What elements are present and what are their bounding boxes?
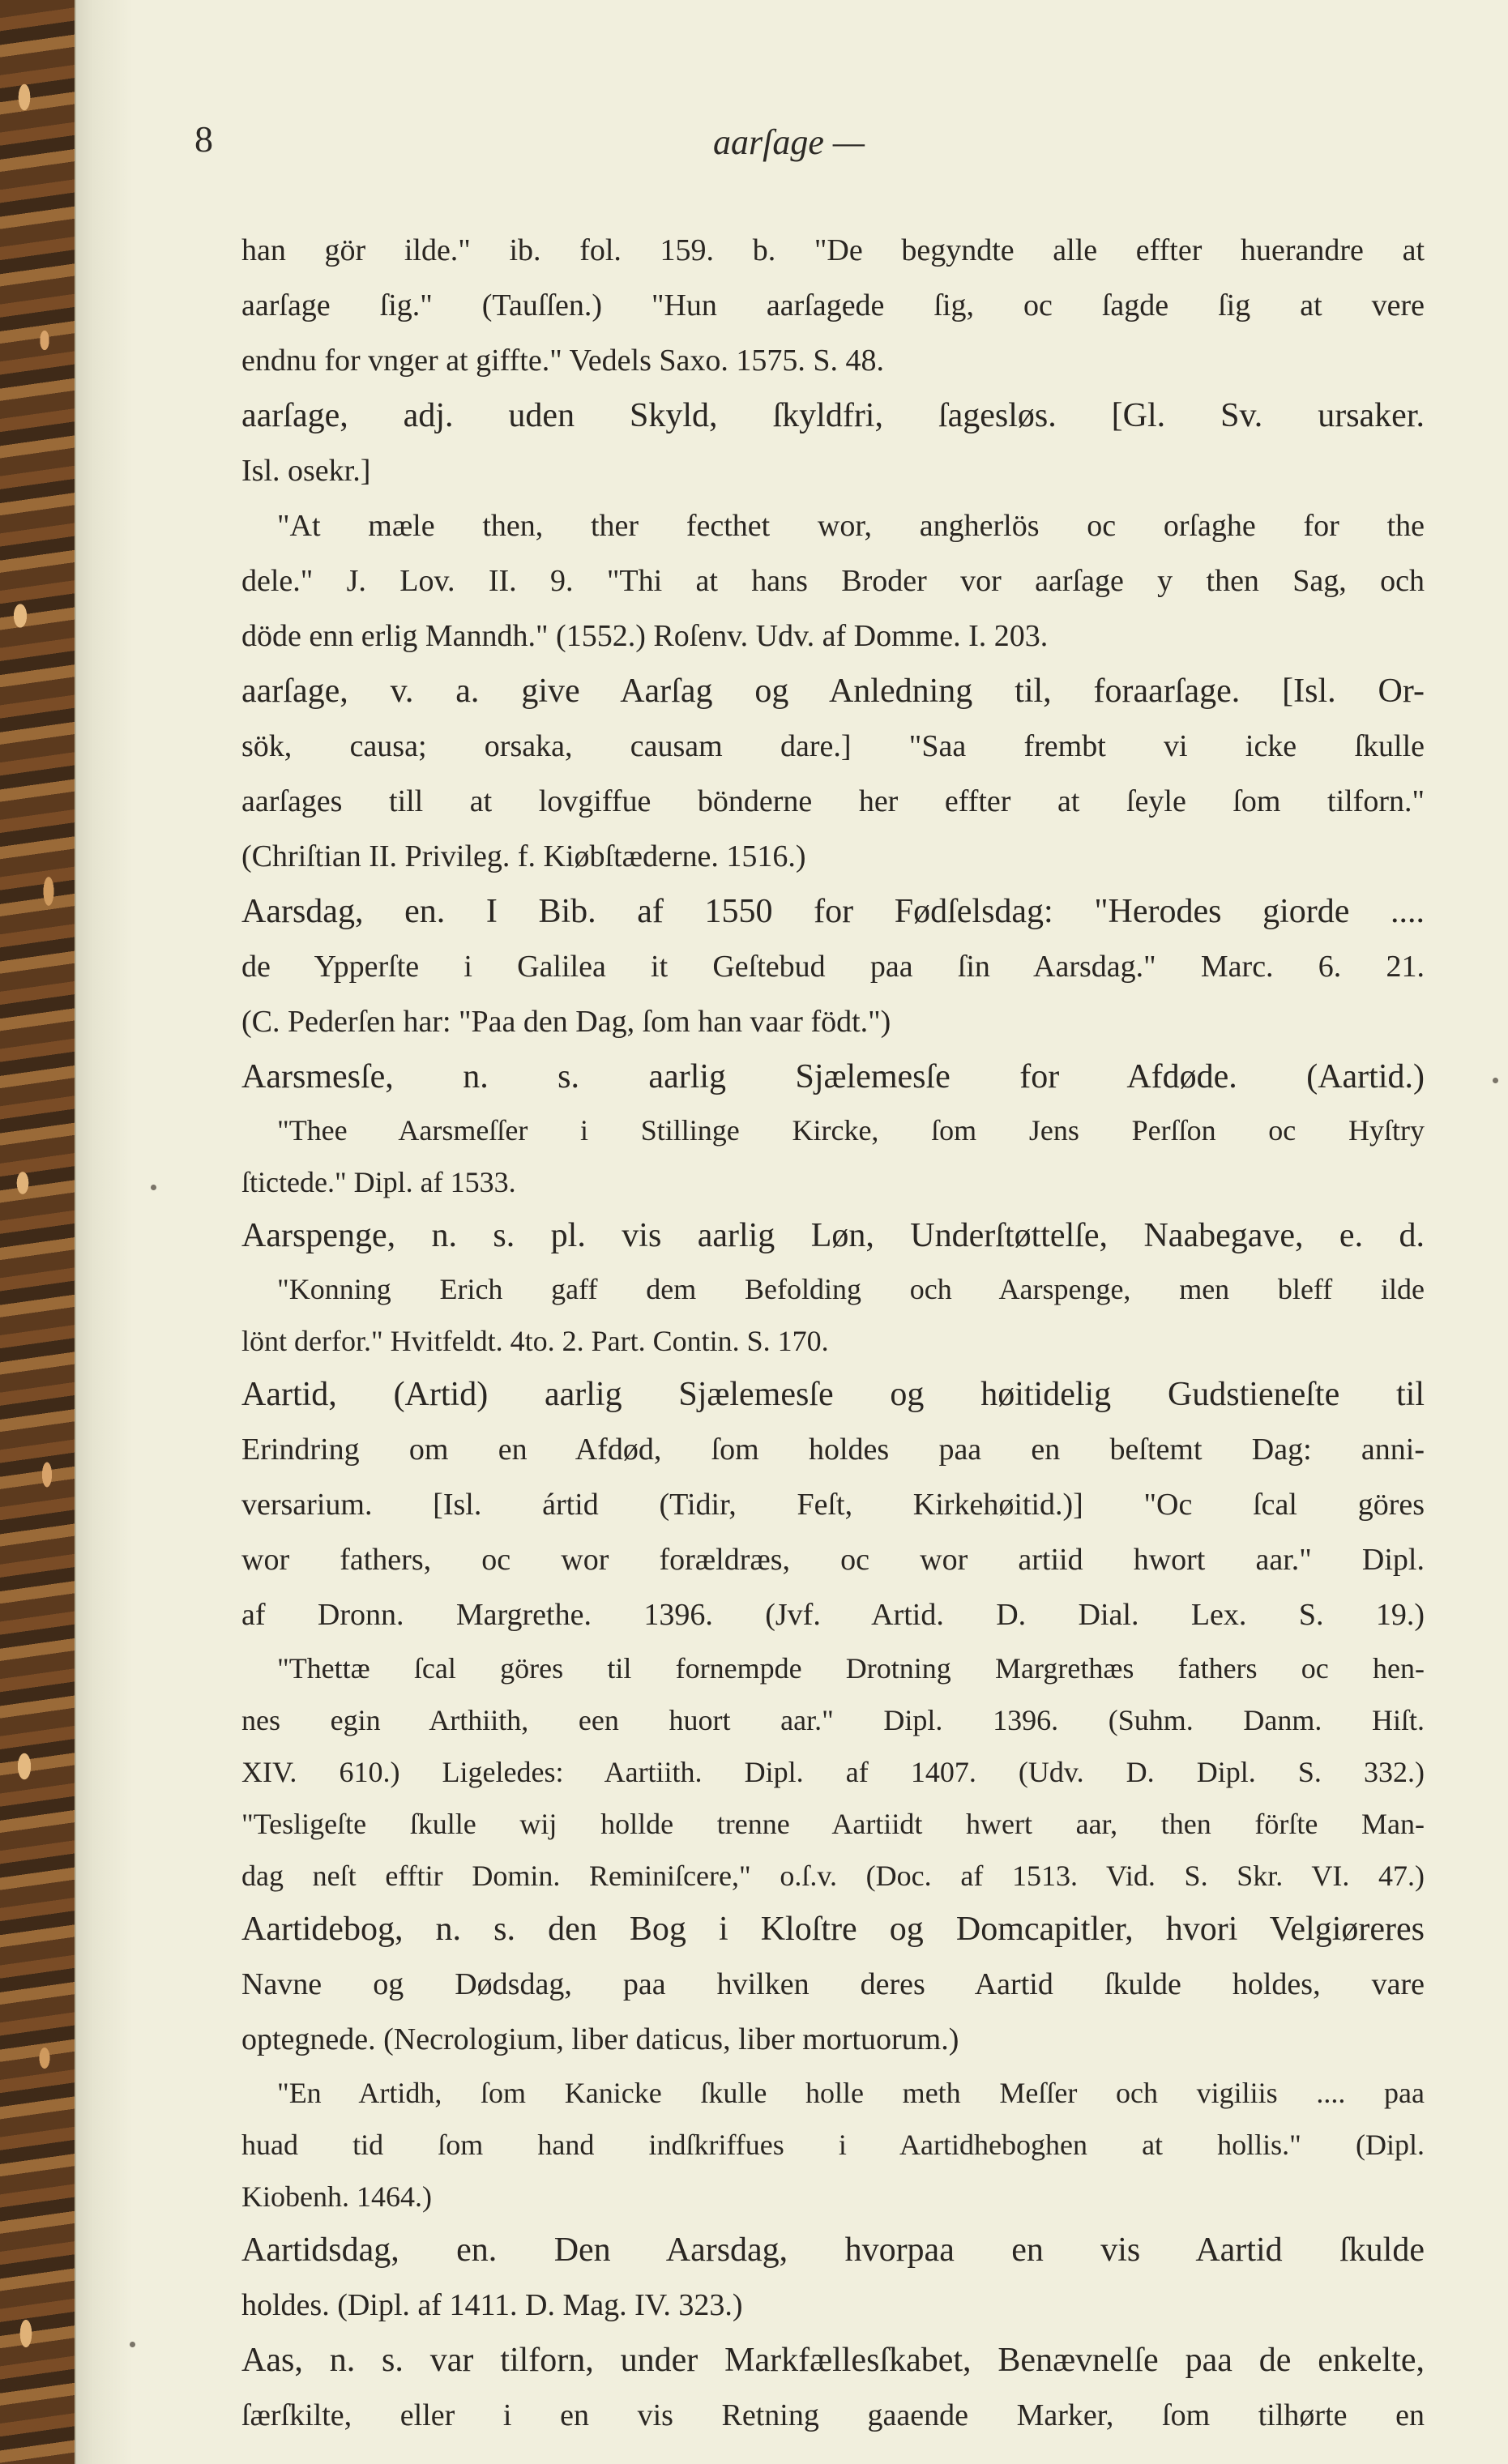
text-line: sök, causa; orsaka, causam dare.] "Saa frembt vi icke ſkulle [241, 729, 1425, 763]
text-line: "Tesligeſte ſkulle wij hollde trenne Aartiidt hwert aar, then förſte Man- [241, 1808, 1425, 1840]
text-line: dag neſt efftir Domin. Reminiſcere," o.ſ.v. (Doc. af 1513. Vid. S. Skr. VI. 47.) [241, 1860, 1425, 1892]
text-line: Erindring om en Afdød, ſom holdes paa en beſtemt Dag: anni- [241, 1433, 1425, 1467]
text-line: versarium. [Isl. ártid (Tidir, Feſt, Kirkehøitid.)] "Oc ſcal göres [241, 1488, 1425, 1522]
quote-line: "En Artidh, ſom Kanicke ſkulle holle meth Meſſer och vigiliis .... paa [277, 2077, 1425, 2109]
text-line: endnu for vnger at giffte." Vedels Saxo. 1575. S. 48. [241, 344, 884, 378]
text-line: (Chriſtian II. Privileg. f. Kiøbſtæderne. 1516.) [241, 839, 806, 873]
text-line: Isl. osekr.] [241, 454, 371, 488]
text-line: wor fathers, oc wor forældræs, oc wor artiid hwort aar." Dipl. [241, 1543, 1425, 1577]
running-head: aarſage — [713, 122, 865, 162]
book-binding [0, 0, 75, 2464]
text-line: holdes. (Dipl. af 1411. D. Mag. IV. 323.) [241, 2288, 743, 2322]
text-line: ſærſkilte, eller i en vis Retning gaaende Marker, ſom tilhørte en [241, 2398, 1425, 2432]
entry-line: aarſage, v. a. give Aarſag og Anledning til, foraarſage. [Isl. Or- [241, 673, 1425, 710]
text-line: dele." J. Lov. II. 9. "Thi at hans Broder vor aarſage y then Sag, och [241, 564, 1425, 598]
text-line: döde enn erlig Manndh." (1552.) Roſenv. Udv. af Domme. I. 203. [241, 619, 1049, 653]
text-line: aarſages till at lovgiffue bönderne her effter at ſeyle ſom tilforn." [241, 784, 1425, 818]
text-line: XIV. 610.) Ligeledes: Aartiith. Dipl. af 1407. (Udv. D. Dipl. S. 332.) [241, 1756, 1425, 1788]
quote-line: "Thettæ ſcal göres til fornempde Drotning Margrethæs fathers oc hen- [277, 1652, 1425, 1685]
page-gutter [75, 0, 133, 2464]
text-line: aarſage ſig." (Tauſſen.) "Hun aarſagede ſig, oc ſagde ſig at vere [241, 288, 1425, 322]
entry-line: Aartidebog, n. s. den Bog i Kloſtre og Domcapitler, hvori Velgiøreres [241, 1911, 1425, 1948]
text-line: han gör ilde." ib. fol. 159. b. "De begyndte alle effter huerandre at [241, 233, 1425, 267]
entry-line: aarſage, adj. uden Skyld, ſkyldfri, ſagesløs. [Gl. Sv. ursaker. [241, 397, 1425, 434]
entry-line: Aartidsdag, en. Den Aarsdag, hvorpaa en vis Aartid ſkulde [241, 2231, 1425, 2269]
text-line: Navne og Dødsdag, paa hvilken deres Aartid ſkulde holdes, vare [241, 1967, 1425, 2001]
entry-line: Aarsdag, en. I Bib. af 1550 for Fødſelsdag: "Herodes giorde .... [241, 893, 1425, 930]
text-line: de Ypperſte i Galilea it Geſtebud paa ſin Aarsdag." Marc. 6. 21. [241, 950, 1425, 984]
entry-line: Aarspenge, n. s. pl. vis aarlig Løn, Underſtøttelſe, Naabegave, e. d. [241, 1217, 1425, 1254]
entry-line: Aarsmesſe, n. s. aarlig Sjælemesſe for Afdøde. (Aartid.) [241, 1058, 1425, 1095]
dictionary-text [241, 223, 1425, 2443]
entry-line: Aartid, (Artid) aarlig Sjælemesſe og høitidelig Gudstieneſte til [241, 1376, 1425, 1413]
text-line: Kiobenh. 1464.) [241, 2180, 432, 2213]
text-line: lönt derfor." Hvitfeldt. 4to. 2. Part. Contin. S. 170. [241, 1325, 829, 1357]
paper-speck [151, 1185, 156, 1190]
text-line: nes egin Arthiith, een huort aar." Dipl. 1396. (Suhm. Danm. Hiſt. [241, 1704, 1425, 1736]
text-line: af Dronn. Margrethe. 1396. (Jvf. Artid. D. Dial. Lex. S. 19.) [241, 1598, 1425, 1632]
page-number: 8 [194, 118, 213, 160]
text-line: ſtictede." Dipl. af 1533. [241, 1166, 516, 1198]
quote-line: "Thee Aarsmeſſer i Stillinge Kircke, ſom Jens Perſſon oc Hyſtry [277, 1114, 1425, 1147]
entry-line: Aas, n. s. var tilforn, under Markfællesſkabet, Benævnelſe paa de enkelte, [241, 2342, 1425, 2379]
text-line: optegnede. (Necrologium, liber daticus, liber mortuorum.) [241, 2022, 959, 2056]
quote-line: "Konning Erich gaff dem Befolding och Aarspenge, men bleff ilde [277, 1273, 1425, 1305]
paper-speck [1493, 1078, 1498, 1083]
quote-line: "At mæle then, ther fecthet wor, angherlös oc orſaghe for the [277, 509, 1425, 543]
text-line: huad tid ſom hand indſkriffues i Aartidheboghen at hollis." (Dipl. [241, 2129, 1425, 2161]
text-line: (C. Pederſen har: "Paa den Dag, ſom han vaar födt.") [241, 1005, 891, 1039]
paper-speck [130, 2342, 135, 2347]
